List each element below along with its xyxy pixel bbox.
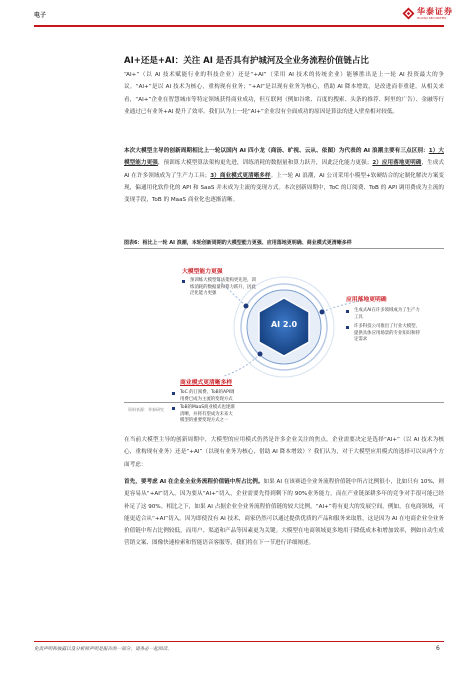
list-item: 预训练大模型算法架构更先进，训练消耗的数据量和算力跃升，因此泛化能力更强	[182, 278, 258, 298]
list-item: ToC 的订阅费、ToB的API调用费已成为主流的变现方式	[172, 390, 236, 403]
logo-text-cn: 华泰证券	[417, 7, 453, 16]
footer-disclaimer: 免责声明和披露以及分析师声明是报告的一部分，请务必一起阅读。	[34, 647, 172, 652]
paragraph-lead: 首先，要考虑 AI 在企业全业务流程价值链中所占比例。	[124, 479, 264, 485]
difference-3-text: 。上一轮 AI 浪潮，AI 公司采用小模型+软硬结合的定制化解决方案变现，偏通用化软件化的 API 和 SaaS 并未成为主流的变现方式。本次创新周期中，ToC 的订阅费、ToB 的 API 调用费成为主流的变现手段，ToB 的 MaaS 商业化也逐渐清晰。	[124, 172, 444, 204]
header-sector: 电子	[34, 12, 47, 19]
huatai-logo-icon	[402, 7, 415, 20]
diagram-center-label: AI 2.0	[270, 320, 298, 329]
logo-text-en: HUATAI SECURITIES	[417, 16, 447, 20]
paragraph-three-differences	[124, 145, 444, 206]
figure-caption: 图表6：相比上一轮 AI 浪潮，本轮创新周期的大模型能力更强、应用落地更明确、商业模式更清晰多样	[124, 240, 352, 246]
difference-1: 1）大模型能力更强	[124, 148, 444, 167]
box-application-title: 应用落地更明确	[346, 297, 387, 303]
header-divider	[34, 25, 444, 27]
paragraph-lead: 本次大模型主导的创新周期相比上一轮以国内 AI 四小龙（商汤、旷视、云从、依图）为代表的 AI 浪潮主要有三点区别：	[124, 148, 429, 154]
figure-source: 资料来源：华泰研究	[128, 407, 164, 412]
box-application-list	[346, 308, 420, 344]
logo	[402, 6, 453, 22]
difference-3: 3）商业模式更清晰多样	[210, 172, 271, 179]
list-item: 生成式AI在许多领域成为了生产力工具	[346, 308, 420, 321]
box-business-model-list	[172, 390, 236, 425]
box-model-capability-title: 大模型能力更强	[182, 269, 223, 275]
paragraph-model-choice: 在当前大模型主导的创新周期中，大模型的应用模式仍然是许多企业关注的焦点。企业需要决定是选择“AI+”（以 AI 技术为核心，重构现有业务）还是“+AI”（以现有业务为核心，借助 AI 降本增效）？我们认为，对于大模型应用模式的选择可以从两个方面考虑：	[124, 437, 444, 468]
difference-2: 2）应用落地更明确	[372, 160, 422, 167]
paragraph-ai-plus-debate: “AI+”（以 AI 技术赋能行业的科技企业）还是“+AI”（采用 AI 技术的传统企业）能够胜出是上一轮 AI 投资最大的争议。“AI+”是以 AI 技术为核心，重构现有业务；“+AI”是以现有业务为核心，借助 AI 降本增效，是改进而非重建。从相关来看，“AI+”企业在智慧城市等特定领域获得商业成功，但互联网（例如谷歌、百度的搜索、头条的推荐、阿里的广告）、金融等行业通过已有业务+AI 提升了效率。我们认为上一轮“AI+”企业没有全面成功的原因是算法的进入壁垒相对较低。	[124, 72, 444, 115]
paragraph-body: 如果 AI 在该赛道全业务流程价值链中所占比例很小，比如只有 10%，则更容易从“+AI”切入。因为要从“AI+”切入，企业需要先得到剩下的 90%业务能力，而在产业链深耕多年的竞争对手很可能已经补足了这 90%。相比之下，如果 AI 占据企业全业务流程价值链的较大比例，“AI+”将有更大的发展空间。例如，在电商领域，可能更适合从“+AI”切入。因为即使没有 AI 技术，商家仍然可以通过提供优质的产品和服务来取胜，这是因为 AI 在电商企业全业务价值链中所占比例较低，而用户、渠道和产品等因素更为关键。大模型在电商领域更多地用于降低成本和增加效率，例如自动生成营销文案、图像快速检索和智能语音客服等，我们将在下一节进行详细阐述。	[124, 479, 444, 547]
figure-bottom-rule	[124, 402, 444, 403]
list-item: ToB的MaaS商业模式也逐渐清晰，并将有望成为未来大模型的重要变现方式之一	[172, 405, 236, 425]
box-model-capability-list	[182, 278, 258, 298]
page-number: 6	[436, 645, 440, 652]
difference-2-text: ，生成式 AI 在许多领域成为了生产力工具；	[124, 160, 444, 179]
box-business-model-title: 商业模式更清晰多样	[180, 380, 233, 386]
section-title: AI+还是+AI：关注 AI 是否具有护城河及全业务流程价值链占比	[124, 56, 369, 66]
figure-top-rule	[124, 248, 444, 249]
paragraph-value-chain	[124, 476, 444, 550]
list-item: 许多科技公司推出了行业大模型，提供具体应用场景的专业知识和特定需求	[346, 324, 420, 344]
ai-2-0-diagram	[124, 250, 444, 402]
difference-1-text: ，预训练大模型算法架构更先进，训练消耗的数据量和算力跃升，因此泛化能力更强；	[157, 160, 373, 167]
footer-divider	[34, 641, 444, 642]
